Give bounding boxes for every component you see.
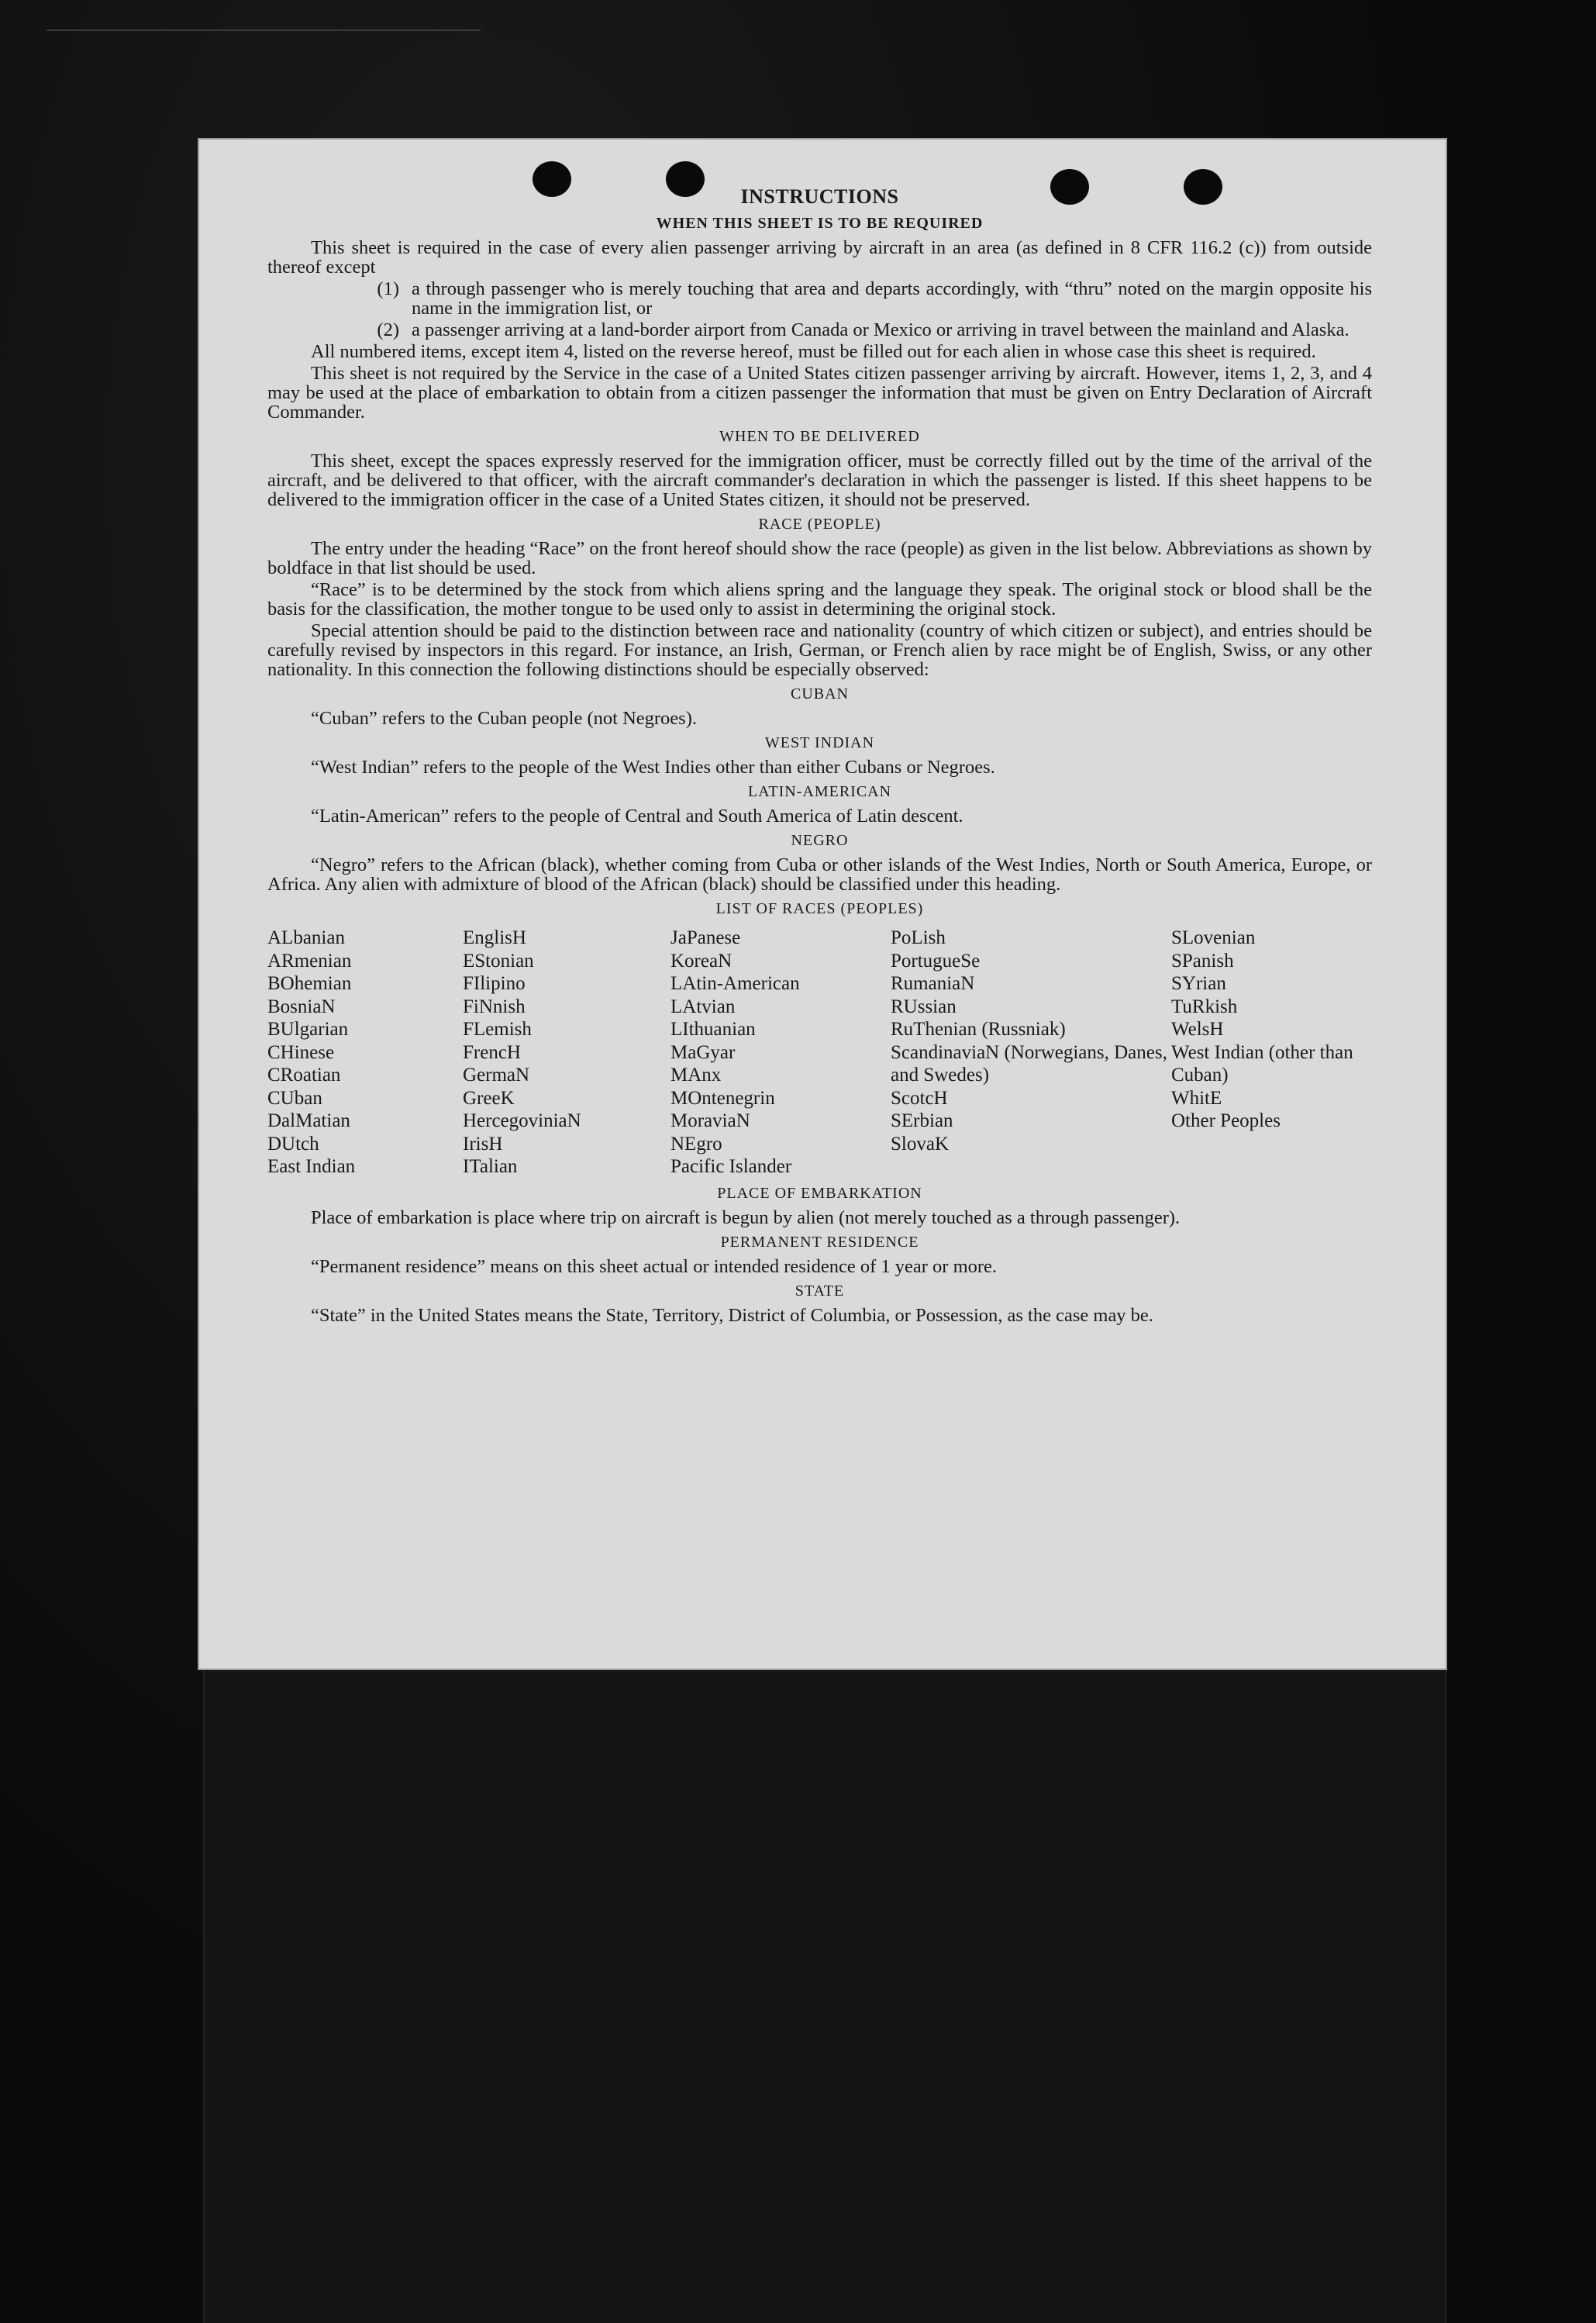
race-item: IrisH bbox=[463, 1133, 503, 1155]
race-item: ALbanian bbox=[267, 927, 345, 948]
race-item: RUssian bbox=[891, 996, 957, 1017]
race-item: LIthuanian bbox=[670, 1019, 756, 1040]
race-item: PortugueSe bbox=[891, 950, 981, 972]
races-list bbox=[267, 927, 1372, 1179]
races-column bbox=[670, 927, 891, 1179]
paragraph: “State” in the United States means the State, Territory, District of Columbia, or Possession, as the case may be. bbox=[311, 1304, 1153, 1326]
race-item: SErbian bbox=[891, 1110, 953, 1131]
race-item: BOhemian bbox=[267, 973, 352, 994]
paragraph: Place of embarkation is place where trip on aircraft is begun by alien (not merely touched as a through passenger). bbox=[311, 1206, 1181, 1228]
race-item: SlovaK bbox=[891, 1133, 949, 1155]
race-item: WhitE bbox=[1171, 1087, 1222, 1109]
race-item: EnglisH bbox=[463, 927, 526, 948]
paragraph: This sheet, except the spaces expressly reserved for the immigration officer, must be correctly filled out by the time of the arrival of the aircraft, and be delivered to that officer, with the aircraft commander's declaration in which the passenger is listed. If this sheet happens to be delivered to the immigration officer in the case of a United States citizen, it should not be preserved. bbox=[267, 450, 1372, 510]
race-item: DalMatian bbox=[267, 1110, 350, 1131]
race-item: MoraviaN bbox=[670, 1110, 750, 1131]
race-item: RumaniaN bbox=[891, 973, 975, 994]
race-item: LAtvian bbox=[670, 996, 736, 1017]
list-item-number: (1) bbox=[377, 278, 399, 299]
document-page bbox=[198, 138, 1447, 1670]
race-item: MAnx bbox=[670, 1065, 722, 1086]
paragraph: The entry under the heading “Race” on the front hereof should show the race (people) as given in the list below. Abbreviations as shown by boldface in that list should be used. bbox=[267, 538, 1372, 578]
list-item-number: (2) bbox=[377, 319, 399, 340]
underlying-sheet bbox=[203, 1667, 1446, 2323]
race-item: BUlgarian bbox=[267, 1019, 349, 1040]
race-item: RuThenian (Russniak) bbox=[891, 1019, 1066, 1040]
section-heading: LATIN-AMERICAN bbox=[747, 783, 892, 800]
race-item: ScandinaviaN (Norwegians, Danes, and Swedes) bbox=[891, 1041, 1167, 1086]
race-item: DUtch bbox=[267, 1133, 319, 1155]
section-heading: LIST OF RACES (PEOPLES) bbox=[715, 900, 924, 917]
section-heading: NEGRO bbox=[791, 832, 849, 849]
paragraph: “Cuban” refers to the Cuban people (not Negroes). bbox=[311, 708, 697, 729]
section-heading: WHEN THIS SHEET IS TO BE REQUIRED bbox=[656, 215, 984, 232]
race-item: TuRkish bbox=[1171, 996, 1238, 1017]
race-item: MOntenegrin bbox=[670, 1087, 775, 1109]
section-heading: WEST INDIAN bbox=[764, 734, 875, 751]
paragraph: “Latin-American” refers to the people of Central and South America of Latin descent. bbox=[311, 806, 963, 827]
race-item: SPanish bbox=[1171, 950, 1234, 972]
race-item: FIlipino bbox=[463, 973, 526, 994]
race-item: GreeK bbox=[463, 1087, 515, 1109]
section-heading: CUBAN bbox=[790, 685, 849, 702]
race-item: West Indian (other than Cuban) bbox=[1171, 1041, 1353, 1086]
race-item: ITalian bbox=[463, 1156, 518, 1177]
race-item: ARmenian bbox=[267, 950, 352, 972]
race-item: BosniaN bbox=[267, 996, 336, 1017]
race-item: WelsH bbox=[1171, 1019, 1224, 1040]
list-item bbox=[267, 320, 1372, 340]
races-column bbox=[891, 927, 1171, 1179]
paragraph: “Negro” refers to the African (black), whether coming from Cuba or other islands of the West Indies, North or South America, Europe, or Africa. Any alien with admixture of blood of the African (black) should be classified under this heading. bbox=[267, 854, 1372, 895]
race-item: Pacific Islander bbox=[670, 1156, 792, 1177]
paragraph: “Permanent residence” means on this sheet actual or intended residence of 1 year or more. bbox=[311, 1255, 998, 1277]
races-column bbox=[1171, 927, 1372, 1179]
paragraph: “West Indian” refers to the people of the West Indies other than either Cubans or Negroes. bbox=[311, 757, 995, 778]
paragraph: All numbered items, except item 4, listed on the reverse hereof, must be filled out for each alien in whose case this sheet is required. bbox=[311, 341, 1316, 362]
section-heading: WHEN TO BE DELIVERED bbox=[719, 428, 920, 445]
paragraph: This sheet is required in the case of every alien passenger arriving by aircraft in an area (as defined in 8 CFR 116.2 (c)) from outside thereof except bbox=[267, 237, 1372, 278]
paragraph: “Race” is to be determined by the stock from which aliens spring and the language they speak. The original stock or blood shall be the basis for the classification, the mother tongue to be used only to assist in determining the original stock. bbox=[267, 579, 1372, 620]
section-heading: PLACE OF EMBARKATION bbox=[717, 1184, 922, 1202]
race-item: Other Peoples bbox=[1171, 1110, 1281, 1131]
race-item: MaGyar bbox=[670, 1041, 736, 1063]
race-item: KoreaN bbox=[670, 950, 733, 972]
race-item: SLovenian bbox=[1171, 927, 1256, 948]
section-heading: PERMANENT RESIDENCE bbox=[720, 1233, 919, 1251]
race-item: HercegoviniaN bbox=[463, 1110, 581, 1131]
race-item: SYrian bbox=[1171, 973, 1226, 994]
race-item: East Indian bbox=[267, 1156, 356, 1177]
section-heading: RACE (PEOPLE) bbox=[758, 516, 881, 533]
paragraph: Special attention should be paid to the distinction between race and nationality (country of which citizen or subject), and entries should be carefully revised by inspectors in this regard. For instance, an Irish, German, or French alien by race might be of English, Swiss, or any other nationality. In this connection the following distinctions should be especially observed: bbox=[267, 620, 1372, 680]
list-item-text: a passenger arriving at a land-border airport from Canada or Mexico or arriving in travel between the mainland and Alaska. bbox=[412, 319, 1350, 340]
race-item: LAtin-American bbox=[670, 973, 800, 994]
races-column bbox=[267, 927, 463, 1179]
list-item bbox=[267, 279, 1372, 318]
race-item: GermaN bbox=[463, 1065, 530, 1086]
race-item: FLemish bbox=[463, 1019, 532, 1040]
race-item: CHinese bbox=[267, 1041, 335, 1063]
race-item: PoLish bbox=[891, 927, 946, 948]
race-item: JaPanese bbox=[670, 927, 741, 948]
paragraph: This sheet is not required by the Service in the case of a United States citizen passenger arriving by aircraft. However, items 1, 2, 3, and 4 may be used at the place of embarkation to obtain from a citizen passenger the information that must be given on Entry Declaration of Aircraft Commander. bbox=[267, 363, 1372, 423]
section-heading: STATE bbox=[795, 1282, 845, 1300]
race-item: FrencH bbox=[463, 1041, 521, 1063]
race-item: CUban bbox=[267, 1087, 322, 1109]
races-column bbox=[463, 927, 670, 1179]
list-item-text: a through passenger who is merely touching that area and departs accordingly, with “thru” noted on the margin opposite his name in the immigration list, or bbox=[412, 278, 1372, 319]
race-item: CRoatian bbox=[267, 1065, 341, 1086]
scan-edge-line bbox=[47, 29, 481, 31]
race-item: FiNnish bbox=[463, 996, 526, 1017]
instructions-content bbox=[267, 187, 1372, 1327]
race-item: NEgro bbox=[670, 1133, 722, 1155]
race-item: EStonian bbox=[463, 950, 534, 972]
page-title: INSTRUCTIONS bbox=[740, 185, 899, 208]
race-item: ScotcH bbox=[891, 1087, 948, 1109]
